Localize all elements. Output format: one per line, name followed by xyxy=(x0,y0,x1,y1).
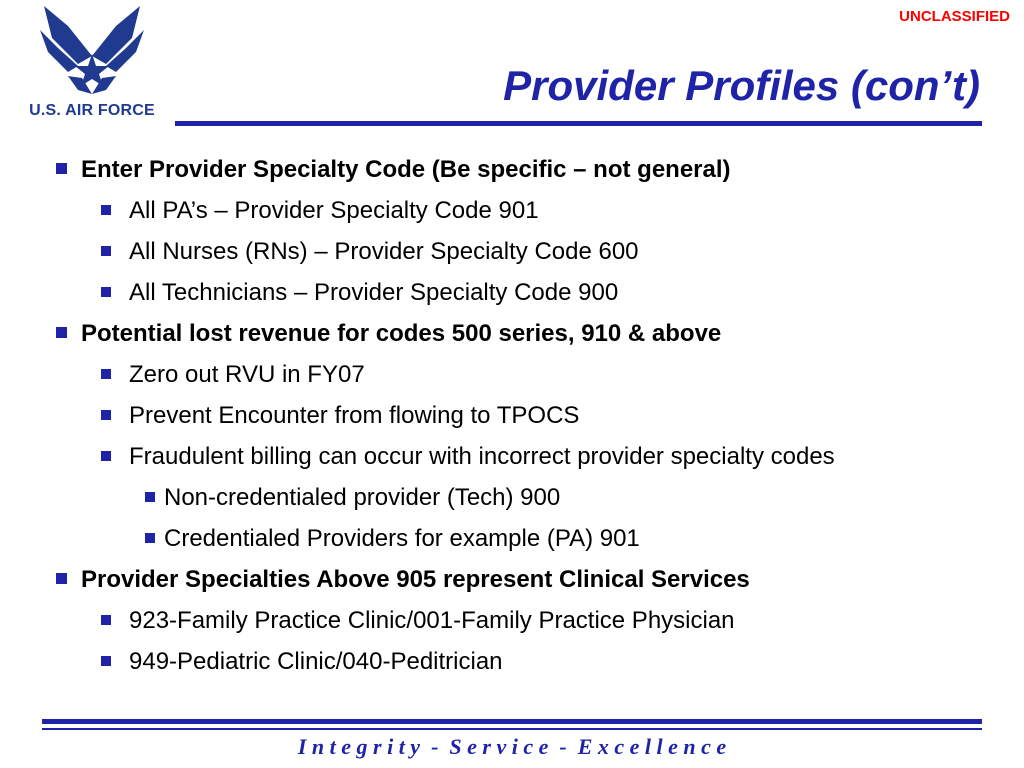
footer-motto: I n t e g r i t y - S e r v i c e - E x c e l l e n c e xyxy=(297,734,727,759)
list-item xyxy=(101,442,835,472)
square-bullet-icon xyxy=(101,410,111,420)
square-bullet-icon xyxy=(56,163,67,174)
air-force-wings-star-icon xyxy=(38,4,146,100)
list-item xyxy=(145,483,560,513)
list-item-text: All PA’s – Provider Specialty Code 901 xyxy=(129,197,539,224)
list-item xyxy=(101,647,503,677)
footer-divider xyxy=(42,719,982,724)
square-bullet-icon xyxy=(101,205,111,215)
list-item-text: Non-credentialed provider (Tech) 900 xyxy=(164,484,561,511)
slide-title: Provider Profiles (con’t) xyxy=(503,62,980,109)
title-divider xyxy=(175,121,982,126)
square-bullet-icon xyxy=(101,656,111,666)
list-item-text: Enter Provider Specialty Code (Be specific – not general) xyxy=(81,156,731,183)
list-item-text: 923-Family Practice Clinic/001-Family Practice Physician xyxy=(129,607,735,634)
list-item-text: Potential lost revenue for codes 500 series, 910 & above xyxy=(81,320,722,347)
list-item-text: Fraudulent billing can occur with incorrect provider specialty codes xyxy=(129,443,835,470)
list-item-text: All Nurses (RNs) – Provider Specialty Code 600 xyxy=(129,238,639,265)
square-bullet-icon xyxy=(101,369,111,379)
list-item xyxy=(101,196,539,226)
list-item-text: Provider Specialties Above 905 represent Clinical Services xyxy=(81,566,750,593)
list-item xyxy=(101,237,639,267)
square-bullet-icon xyxy=(145,533,155,543)
list-item xyxy=(101,606,735,636)
list-item xyxy=(145,524,640,554)
square-bullet-icon xyxy=(56,573,67,584)
list-item-text: All Technicians – Provider Specialty Code 900 xyxy=(129,279,619,306)
list-item xyxy=(101,278,618,308)
list-item-text: Prevent Encounter from flowing to TPOCS xyxy=(129,402,580,429)
air-force-logo xyxy=(12,4,172,126)
square-bullet-icon xyxy=(101,615,111,625)
square-bullet-icon xyxy=(56,327,67,338)
footer-divider-thin xyxy=(42,728,982,730)
square-bullet-icon xyxy=(101,451,111,461)
list-item-text: Zero out RVU in FY07 xyxy=(129,361,365,388)
list-item-text: 949-Pediatric Clinic/040-Peditrician xyxy=(129,648,503,675)
list-item-text: Credentialed Providers for example (PA) 901 xyxy=(164,525,640,552)
list-item xyxy=(56,155,731,185)
list-item xyxy=(56,319,721,349)
list-item xyxy=(101,360,365,390)
logo-text: U.S. AIR FORCE xyxy=(29,102,155,119)
list-item xyxy=(101,401,579,431)
square-bullet-icon xyxy=(145,492,155,502)
list-item xyxy=(56,565,750,595)
square-bullet-icon xyxy=(101,246,111,256)
classification-banner: UNCLASSIFIED xyxy=(899,8,1010,25)
square-bullet-icon xyxy=(101,287,111,297)
